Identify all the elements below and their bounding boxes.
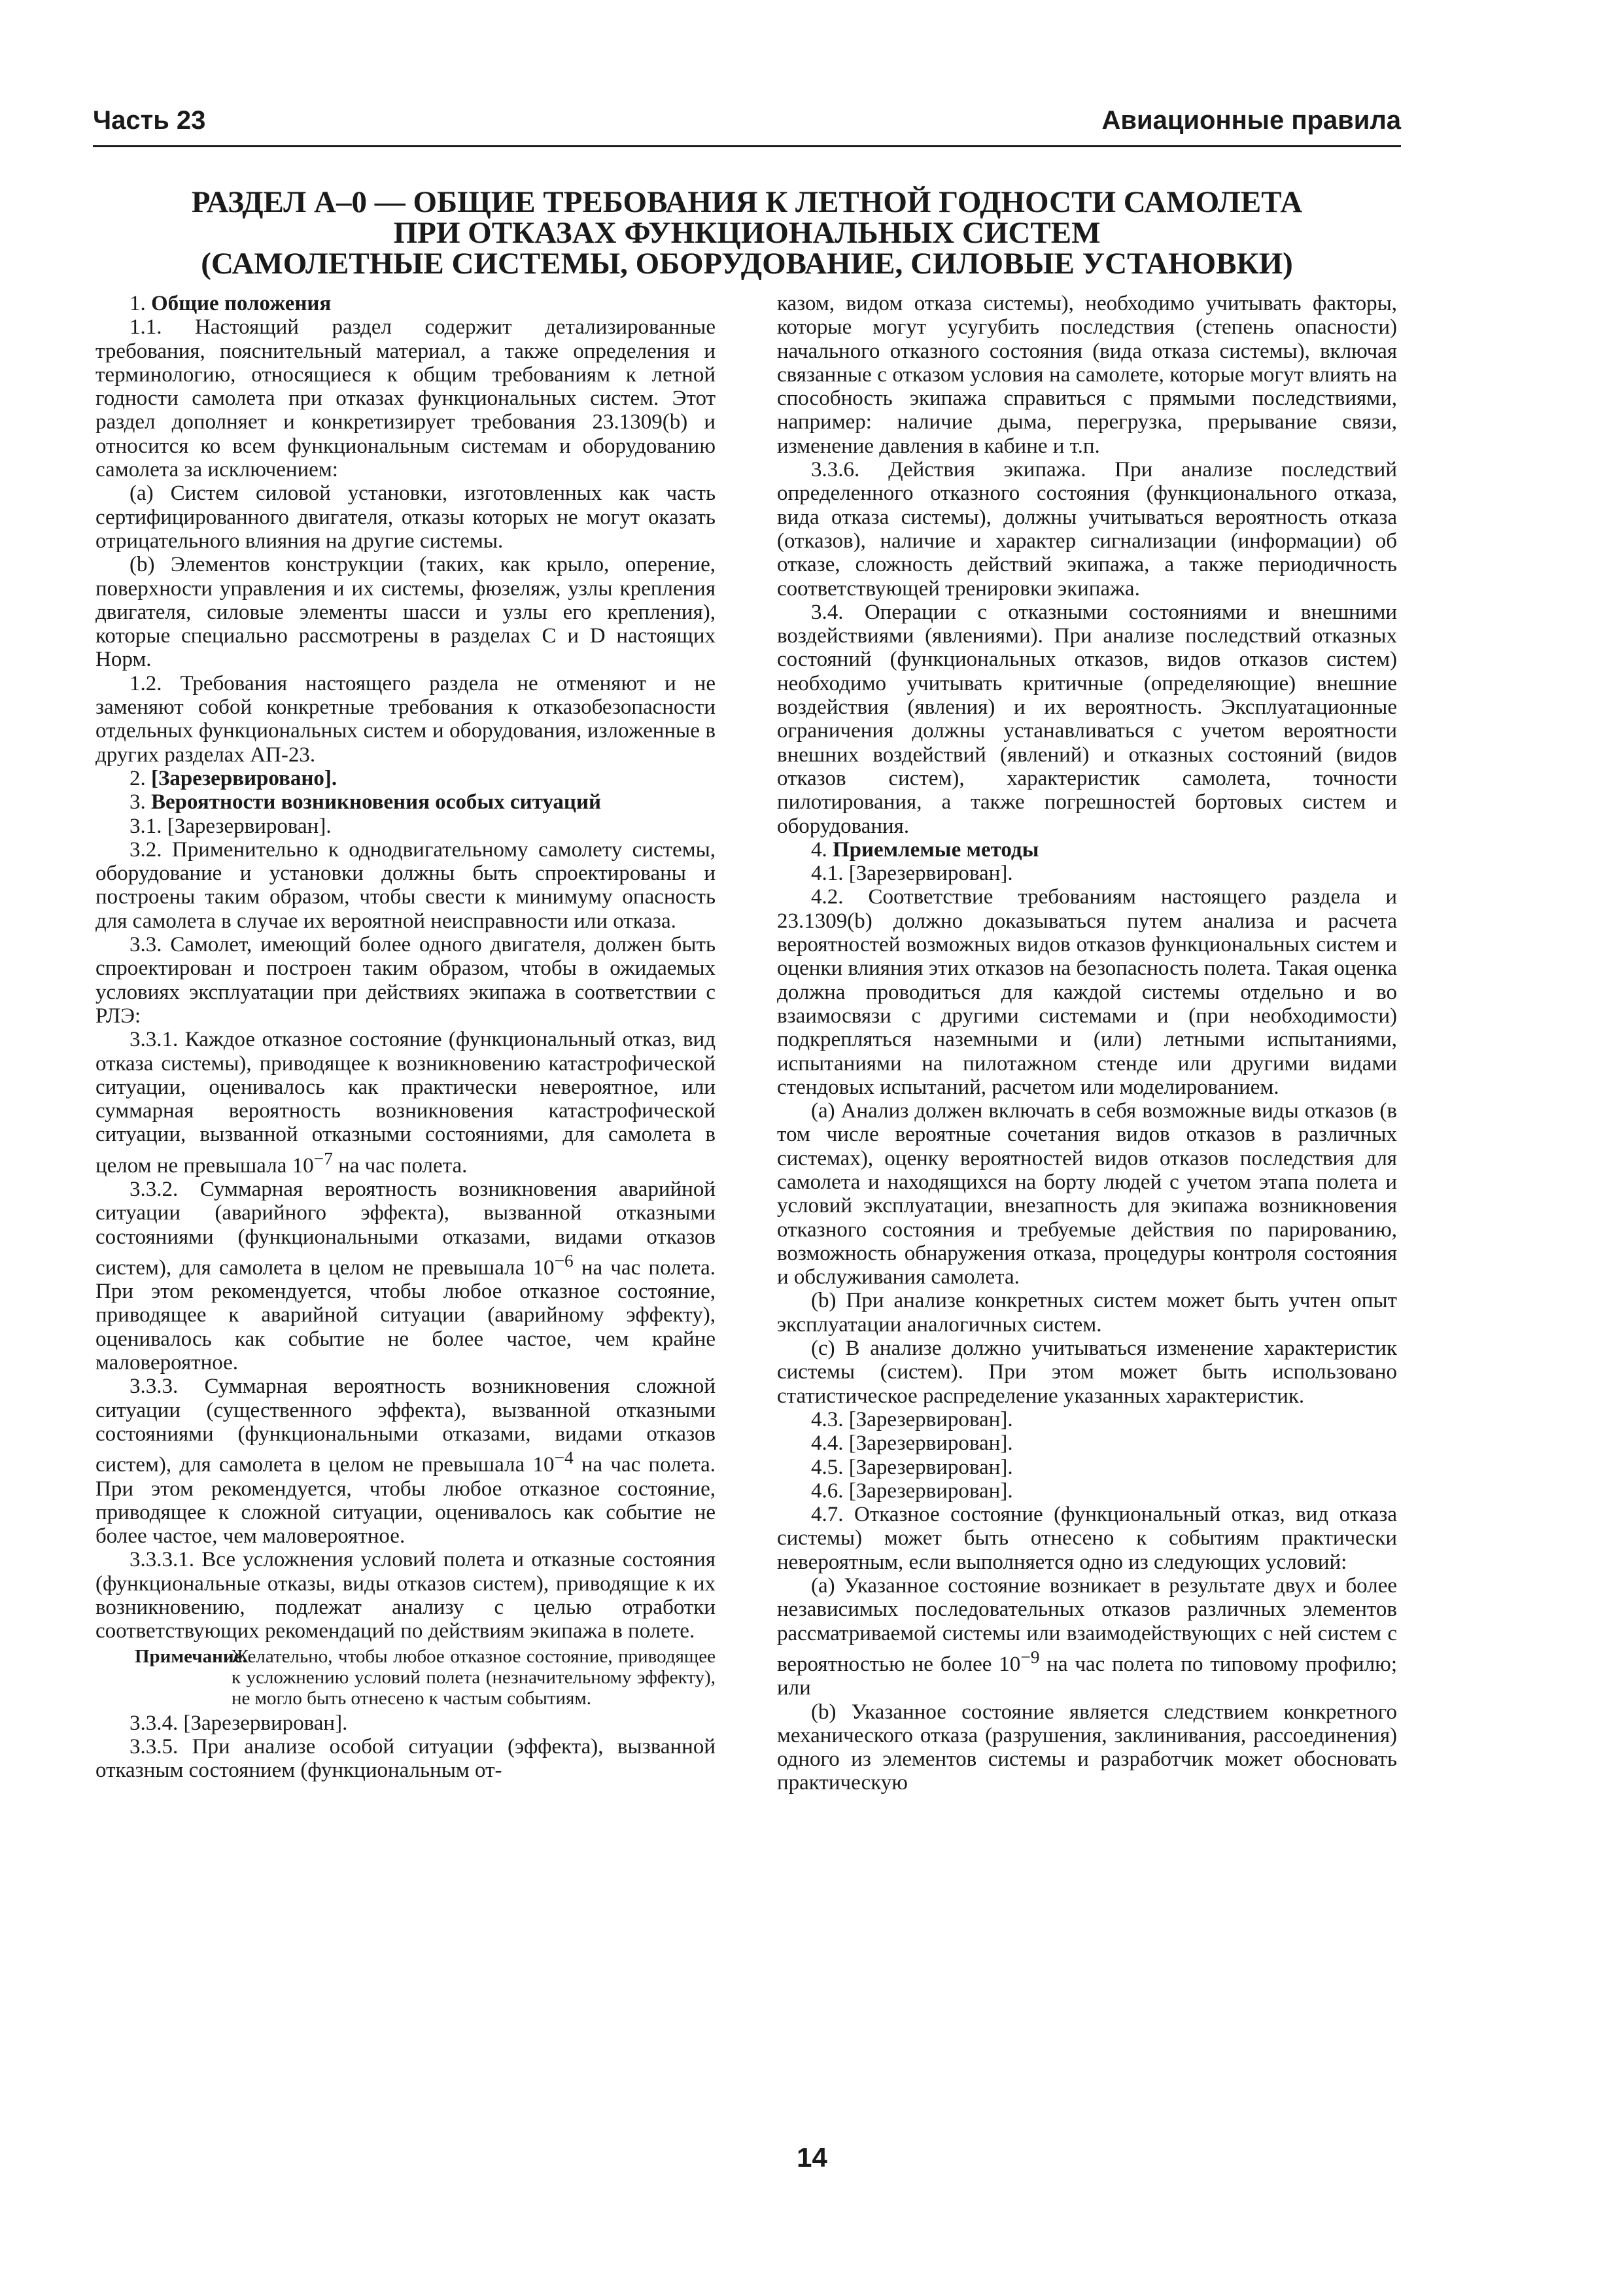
header-book-title: Авиационные правила [1101,106,1401,135]
para-3-3-4: 3.3.4. [Зарезервирован]. [130,1711,348,1735]
para-3-2: 3.2. Применительно к однодвигательному самолету системы, оборудование и установки должны быть спроектированы и построены таким образом, чтобы свести к минимуму опасность для самолета в случае их вероятной неисправности или отказа. [95,837,716,933]
heading-1: 1. Общие положения [130,292,332,315]
para-3-3-1: 3.3.1. Каждое отказное состояние (функциональный отказ, вид отказа системы), приводящее к возникновению катастрофической ситуации, оценивалось как практически невероятное, или суммарная вероятность возникновения катастрофической ситуации, вызванной отказными состояниями, для самолета в целом не превышала $10^{-7}$ на час полета. [95,1028,716,1178]
page-number: 14 [797,2142,827,2173]
para-4-7: 4.7. Отказное состояние (функциональный отказ, вид отказа системы) может быть отнесено к событиям практически невероятным, если выполняется одно из следующих условий: [777,1503,1397,1574]
para-4-7-a: (a) Указанное состояние возникает в результате двух и более независимых последовательных отказов различных элементов рассматриваемой системы или взаимодействующих с ней систем с вероятностью не более $10^{-9}$ на час полета по типовому профилю; или [777,1574,1397,1700]
para-1-2: 1.2. Требования настоящего раздела не отменяют и не заменяют собой конкретные требования к отказобезопасности отдельных функциональных систем и оборудования, изложенные в других разделах АП-23. [95,671,716,767]
para-4-7-b: (b) Указанное состояние является следствием конкретного механического отказа (разрушения, заклинивания, рассоединения) одного из элементов системы и разработчик может обосновать практическую [777,1700,1397,1795]
para-3-3-5: 3.3.5. При анализе особой ситуации (эффекта), вызванной отказным состоянием (функциональным от- [95,1734,716,1783]
para-1-1: 1.1. Настоящий раздел содержит детализированные требования, пояснительный материал, а также определения и терминологию, относящиеся к общим требованиям к летной годности самолета при отказах функциональных систем. Этот раздел дополняет и конкретизирует требования 23.1309(b) и относится ко всем функциональным системам и оборудованию самолета за исключением: [95,315,716,482]
section-title-line-3: (САМОЛЕТНЫЕ СИСТЕМЫ, ОБОРУДОВАНИЕ, СИЛОВЫЕ УСТАНОВКИ) [201,247,1293,281]
note [95,1646,716,1709]
para-4-4: 4.4. [Зарезервирован]. [811,1431,1013,1456]
para-4-2-c: (c) В анализе должно учитываться изменение характеристик системы (систем). При этом может быть использовано статистическое распределение указанных характеристик. [777,1337,1397,1408]
para-4-2-a: (a) Анализ должен включать в себя возможные виды отказов (в том числе вероятные сочетания видов отказов в различных системах), оценку вероятностей видов отказов последствия для самолета и находящихся на борту людей с учетом этапа полета и условий эксплуатации, внезапность для экипажа возникновения отказного состояния и требуемые действия по парированию, возможность обнаружения отказа, процедуры контроля состояния и обслуживания самолета. [777,1099,1397,1289]
para-3-3-3-1: 3.3.3.1. Все усложнения условий полета и отказные состояния (функциональные отказы, виды отказов систем), приводящие к их возникновению, подлежат анализу с целью отработки соответствующих рекомендаций по действиям экипажа в полете. [95,1548,716,1643]
right-column [777,292,1397,2124]
running-header [93,98,1401,147]
para-4-2-b: (b) При анализе конкретных систем может быть учтен опыт эксплуатации аналогичных систем. [777,1289,1397,1337]
section-title-line-1: РАЗДЕЛ А–0 — ОБЩИЕ ТРЕБОВАНИЯ К ЛЕТНОЙ ГОДНОСТИ САМОЛЕТА [191,185,1303,219]
note-label: Примечание. [135,1645,247,1667]
left-column [95,292,716,2124]
note-text: Желательно, чтобы любое отказное состояние, приводящее к усложнению условий полета (незначительному эффекту), не могло быть отнесено к частым событиям. [232,1645,716,1709]
para-3-3-2: 3.3.2. Суммарная вероятность возникновения аварийной ситуации (аварийного эффекта), вызванной отказными состояниями (функциональными отказами, видами отказов систем), для самолета в целом не превышала $10^{-6}$ на час полета. При этом рекомендуется, чтобы любое отказное состояние, приводящее к аварийной ситуации (аварийному эффекту), оценивалось как событие не более частое, чем крайне маловероятное. [95,1177,716,1375]
heading-4: 4. Приемлемые методы [811,837,1039,862]
para-3-3-3: 3.3.3. Суммарная вероятность возникновения сложной ситуации (существенного эффекта), вызванной отказными состояниями (функциональными отказами, видами отказов систем), для самолета в целом не превышала $10^{-4}$ на час полета. При этом рекомендуется, чтобы любое отказное состояние, приводящее к сложной ситуации, оценивалось как событие не более частое, чем маловероятное. [95,1375,716,1549]
para-3-4: 3.4. Операции с отказными состояниями и внешними воздействиями (явлениями). При анализе последствий отказных состояний (функциональных отказов, видов отказов систем) необходимо учитывать критичные (определяющие) внешние воздействия (явления) и их вероятность. Эксплуатационные ограничения должны устанавливаться с учетом вероятности внешних воздействий (явлений) и отказных состояний (видов отказов систем), характеристик самолета, точности пилотирования, а также погрешностей бортовых систем и оборудования. [777,600,1397,838]
section-title-line-2: ПРИ ОТКАЗАХ ФУНКЦИОНАЛЬНЫХ СИСТЕМ [393,216,1101,250]
heading-3: 3. Вероятности возникновения особых ситуаций [130,790,601,815]
para-3-1: 3.1. [Зарезервирован]. [130,814,332,838]
para-4-6: 4.6. [Зарезервирован]. [811,1479,1013,1503]
para-1-1-b: (b) Элементов конструкции (таких, как крыло, оперение, поверхности управления и их системы, фюзеляж, узлы крепления двигателя, силовые элементы шасси и узлы его крепления), которые специально рассмотрены в разделах C и D настоящих Норм. [95,553,716,672]
para-4-5: 4.5. [Зарезервирован]. [811,1455,1013,1479]
para-4-1: 4.1. [Зарезервирован]. [811,862,1013,886]
para-1-1-a: (a) Систем силовой установки, изготовленных как часть сертифицированного двигателя, отказы которых не могут оказать отрицательного влияния на другие системы. [95,482,716,553]
para-4-2: 4.2. Соответствие требованиям настоящего раздела и 23.1309(b) должно доказываться путем анализа и расчета вероятностей возможных видов отказов функциональных систем и оценки влияния этих отказов на безопасность полета. Такая оценка должна проводиться для каждой системы отдельно и во взаимосвязи с другими системами и (при необходимости) подкрепляться наземными и (или) летными испытаниями, испытаниями на пилотажном стенде или другими видами стендовых испытаний, расчетом или моделированием. [777,885,1397,1099]
header-part: Часть 23 [93,106,206,135]
para-3-3: 3.3. Самолет, имеющий более одного двигателя, должен быть спроектирован и построен таким образом, чтобы в ожидаемых условиях эксплуатации при действиях экипажа в соответствии с РЛЭ: [95,933,716,1028]
section-title [93,187,1401,279]
para-3-3-5-continued: казом, видом отказа системы), необходимо учитывать факторы, которые могут усугубить последствия (степень опасности) начального отказного состояния (вида отказа системы), включая связанные с отказом условия на самолете, которые могут влиять на способность экипажа справиться с прямыми последствиями, например: наличие дыма, перегрузка, прерывание связи, изменение давления в кабине и т.п. [777,292,1397,458]
heading-2: 2. [Зарезервировано]. [130,766,337,790]
para-4-3: 4.3. [Зарезервирован]. [811,1407,1013,1431]
para-3-3-6: 3.3.6. Действия экипажа. При анализе последствий определенного отказного состояния (функционального отказа, вида отказа системы), должны учитываться вероятность отказа (отказов), наличие и характер сигнализации (информации) об отказе, сложность действий экипажа, а также периодичность соответствующей тренировки экипажа. [777,458,1397,601]
